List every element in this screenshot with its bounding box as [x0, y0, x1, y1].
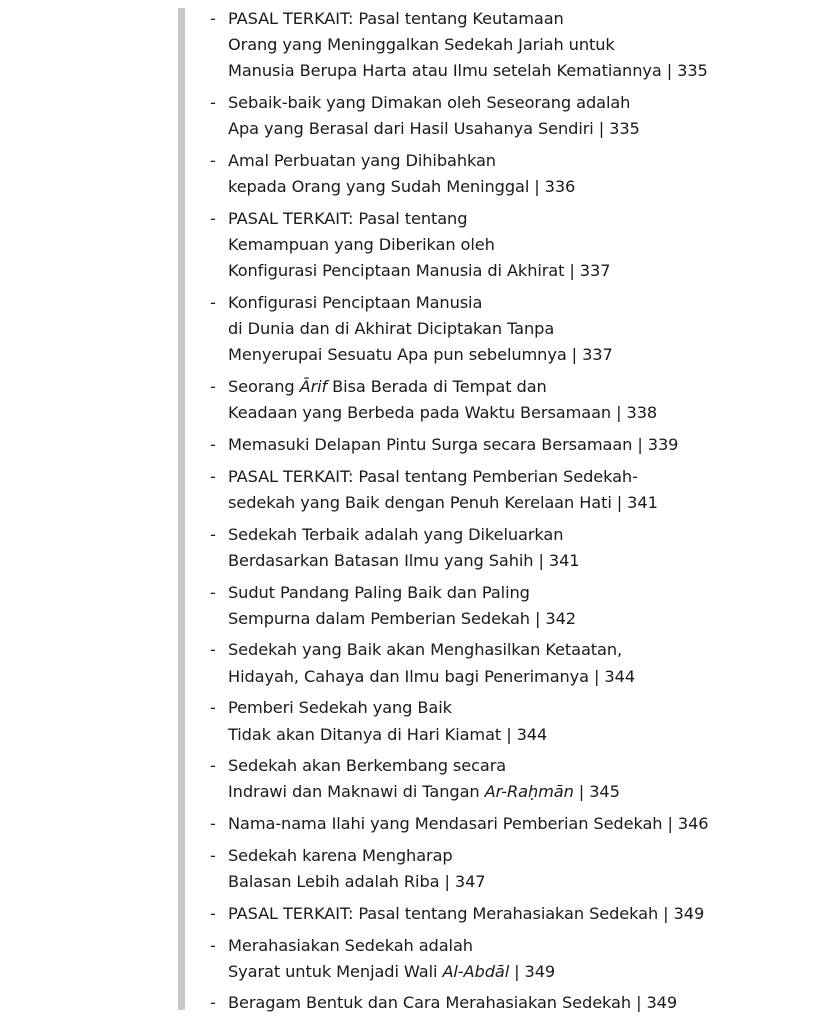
entry-line: Apa yang Berasal dari Hasil Usahanya Sendiri | 335: [228, 119, 640, 139]
toc-entry[interactable]: [210, 901, 820, 927]
entry-line: Beragam Bentuk dan Cara Merahasiakan Sedekah | 349: [228, 993, 678, 1013]
toc-entry[interactable]: [210, 695, 820, 747]
entry-line: kepada Orang yang Sudah Meninggal | 336: [228, 177, 576, 197]
entry-line: Orang yang Meninggalkan Sedekah Jariah untuk: [228, 35, 615, 55]
toc-entry[interactable]: [210, 90, 820, 142]
text-run: | 345: [573, 782, 620, 802]
toc-entry[interactable]: [210, 990, 820, 1016]
toc-entry[interactable]: [210, 374, 820, 426]
toc-entry[interactable]: [210, 6, 820, 85]
bullet-dash: -: [210, 466, 216, 486]
bullet-dash: -: [210, 845, 216, 865]
text-run: Indrawi dan Maknawi di Tangan: [228, 782, 485, 802]
bullet-dash: -: [210, 151, 216, 171]
margin-rule: [178, 8, 185, 1010]
toc-entry[interactable]: [210, 206, 820, 285]
toc-entry[interactable]: [210, 843, 820, 895]
bullet-dash: -: [210, 293, 216, 313]
entry-line: Pemberi Sedekah yang Baik: [228, 698, 452, 718]
entry-line: Sudut Pandang Paling Baik dan Paling: [228, 582, 530, 602]
entry-line: Sedekah yang Baik akan Menghasilkan Ketaatan,: [228, 640, 623, 660]
entry-line: Konfigurasi Penciptaan Manusia: [228, 293, 483, 313]
bullet-dash: -: [210, 640, 216, 660]
bullet-dash: -: [210, 377, 216, 397]
entry-line: Manusia Berupa Harta atau Ilmu setelah Kematiannya | 335: [228, 61, 708, 81]
bullet-dash: -: [210, 814, 216, 834]
italic-term: Ārif: [299, 377, 328, 397]
bullet-dash: -: [210, 935, 216, 955]
italic-term: Al-Abdāl: [442, 961, 510, 981]
bullet-dash: -: [210, 698, 216, 718]
entry-line: Nama-nama Ilahi yang Mendasari Pemberian Sedekah | 346: [228, 814, 709, 834]
text-run: | 349: [509, 961, 556, 981]
entry-line: Berdasarkan Batasan Ilmu yang Sahih | 341: [228, 550, 580, 570]
bullet-dash: -: [210, 582, 216, 602]
entry-line: Menyerupai Sesuatu Apa pun sebelumnya | 337: [228, 345, 613, 365]
entry-line: Konfigurasi Penciptaan Manusia di Akhirat | 337: [228, 261, 611, 281]
entry-line: Memasuki Delapan Pintu Surga secara Bersamaan | 339: [228, 435, 679, 455]
text-run: Syarat untuk Menjadi Wali: [228, 961, 443, 981]
entry-line: Sebaik-baik yang Dimakan oleh Seseorang adalah: [228, 93, 631, 113]
toc-entry[interactable]: [210, 580, 820, 632]
bullet-dash: -: [210, 993, 216, 1013]
entry-line: Balasan Lebih adalah Riba | 347: [228, 872, 486, 892]
entry-line: Kemampuan yang Diberikan oleh: [228, 235, 495, 255]
entry-line: PASAL TERKAIT: Pasal tentang Keutamaan: [228, 9, 564, 28]
entry-line: [228, 374, 820, 400]
entry-line: di Dunia dan di Akhirat Diciptakan Tanpa: [228, 319, 555, 339]
entry-line: Hidayah, Cahaya dan Ilmu bagi Penerimanya | 344: [228, 666, 636, 686]
entry-line: Tidak akan Ditanya di Hari Kiamat | 344: [228, 724, 548, 744]
toc-entry[interactable]: [210, 290, 820, 369]
entry-line: PASAL TERKAIT: Pasal tentang Merahasiakan Sedekah | 349: [228, 903, 705, 923]
entry-line: Sedekah akan Berkembang secara: [228, 756, 507, 776]
text-run: Bisa Berada di Tempat dan: [327, 377, 547, 397]
bullet-dash: -: [210, 9, 216, 28]
toc-entry[interactable]: [210, 464, 820, 516]
entry-line: [228, 959, 820, 985]
entry-line: [228, 779, 820, 805]
toc-entry[interactable]: [210, 432, 820, 458]
entry-line: sedekah yang Baik dengan Penuh Kerelaan Hati | 341: [228, 492, 658, 512]
toc-entry[interactable]: [210, 522, 820, 574]
entry-line: Merahasiakan Sedekah adalah: [228, 935, 473, 955]
toc-entry[interactable]: [210, 811, 820, 837]
italic-term: Ar-Raḥmān: [484, 782, 574, 802]
bullet-dash: -: [210, 93, 216, 113]
entry-line: Sedekah Terbaik adalah yang Dikeluarkan: [228, 524, 564, 544]
toc-entry[interactable]: [210, 753, 820, 805]
entry-line: Sempurna dalam Pemberian Sedekah | 342: [228, 608, 576, 628]
entry-line: Keadaan yang Berbeda pada Waktu Bersamaan | 338: [228, 403, 658, 423]
entry-line: Sedekah karena Mengharap: [228, 845, 453, 865]
table-of-contents: [210, 6, 820, 1022]
bullet-dash: -: [210, 756, 216, 776]
entry-line: PASAL TERKAIT: Pasal tentang Pemberian Sedekah-: [228, 466, 638, 486]
toc-entry[interactable]: [210, 637, 820, 689]
bullet-dash: -: [210, 524, 216, 544]
toc-entry[interactable]: [210, 148, 820, 200]
bullet-dash: -: [210, 208, 216, 228]
text-run: Seorang: [228, 377, 300, 397]
entry-line: PASAL TERKAIT: Pasal tentang: [228, 208, 468, 228]
bullet-dash: -: [210, 435, 216, 455]
bullet-dash: -: [210, 903, 216, 923]
entry-line: Amal Perbuatan yang Dihibahkan: [228, 151, 496, 171]
toc-entry[interactable]: [210, 933, 820, 985]
